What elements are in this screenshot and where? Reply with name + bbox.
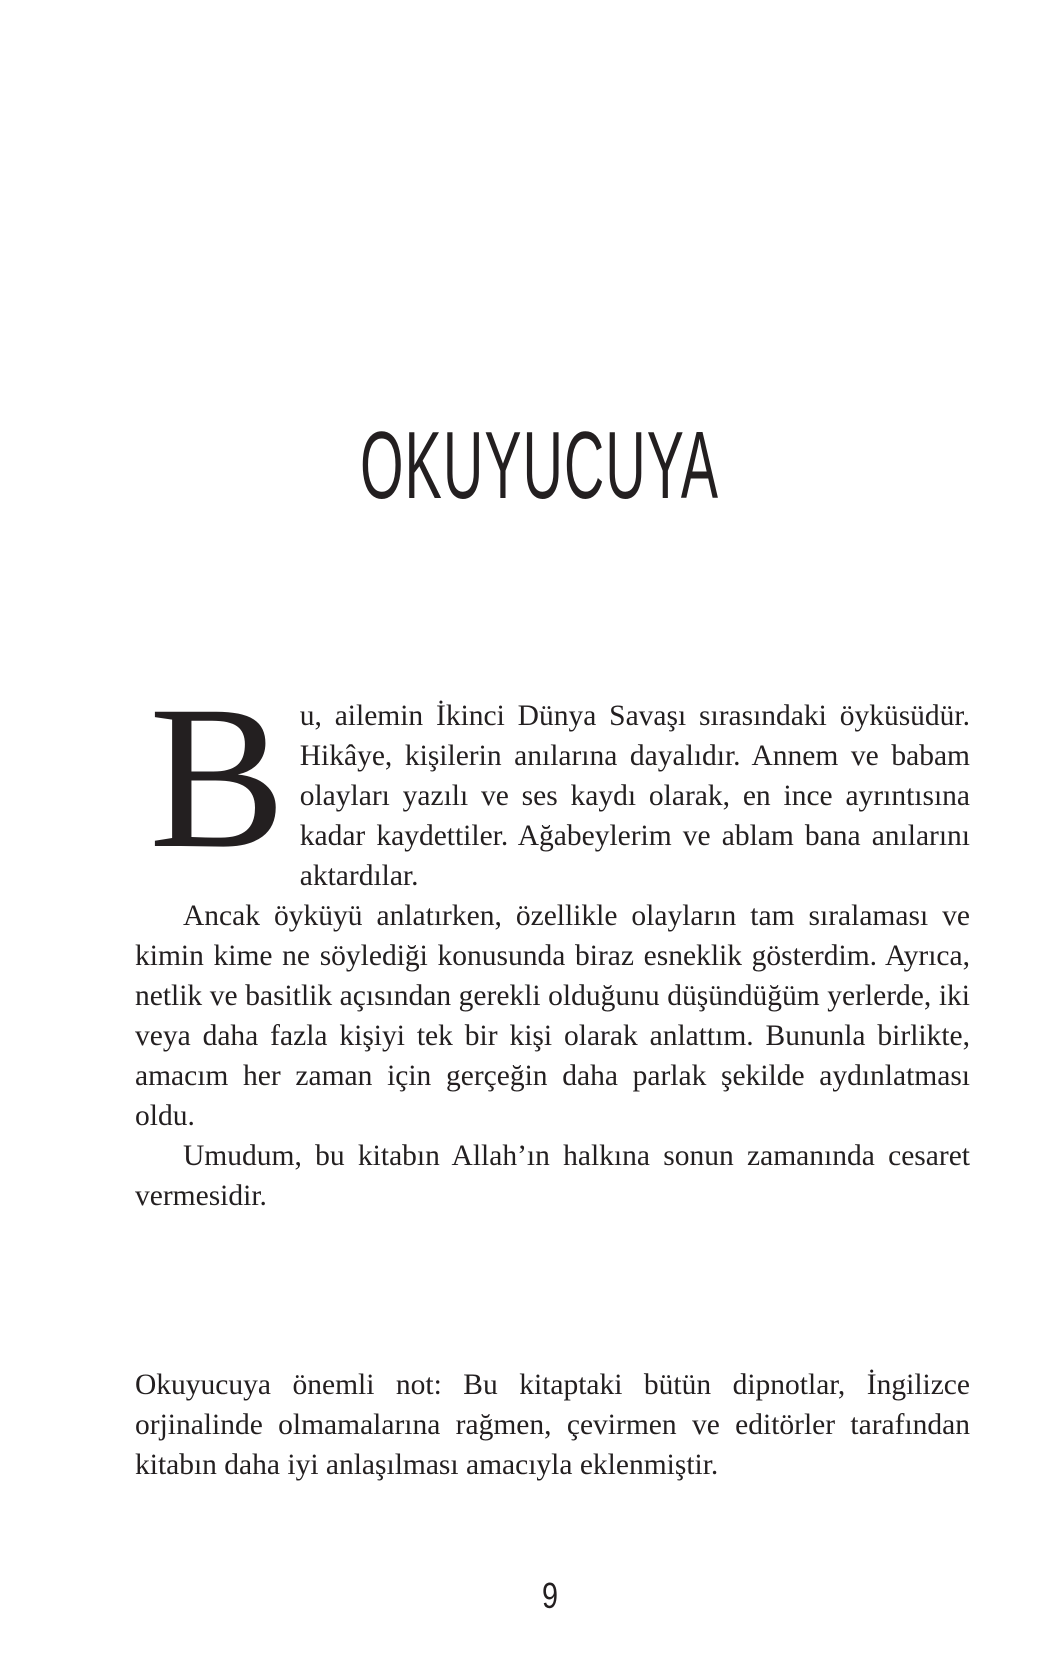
paragraph-1-text: u, ailemin İkinci Dünya Savaşı sırasındaki öyküsüdür. Hikâye, kişilerin anılarına dayalıdır. Annem ve babam olayları yazılı ve ses kaydı olarak, en ince ayrıntısına kadar kaydettiler. Ağabeylerim ve ablam bana anılarını aktardılar. — [299, 700, 970, 892]
body-text — [135, 664, 970, 1216]
reader-note: Okuyucuya önemli not: Bu kitaptaki bütün dipnotlar, İngilizce orjinalinde olmamalarına rağmen, çevirmen ve editörler tarafından kitabın daha iyi anlaşılması amacıyla eklenmiştir. — [135, 1369, 970, 1481]
paragraph-2: Ancak öyküyü anlatırken, özellikle olayların tam sıralaması ve kimin kime ne söylediği konusunda biraz esneklik gösterdim. Ayrıca, netlik ve basitlik açısından gerekli olduğunu düşündüğüm yerlerde, iki veya daha fazla kişiyi tek bir kişi olarak anlattım. Bununla birlikte, amacım her zaman için gerçeğin daha parlak şekilde aydınlatması oldu. — [135, 900, 970, 1132]
paragraph-1 — [135, 664, 970, 896]
page-number: 9 — [541, 1575, 559, 1616]
chapter-title: OKUYUCUYA — [360, 412, 720, 519]
paragraph-3: Umudum, bu kitabın Allah’ın halkına sonun zamanında cesaret vermesidir. — [135, 1140, 970, 1212]
drop-cap: B — [149, 664, 286, 891]
